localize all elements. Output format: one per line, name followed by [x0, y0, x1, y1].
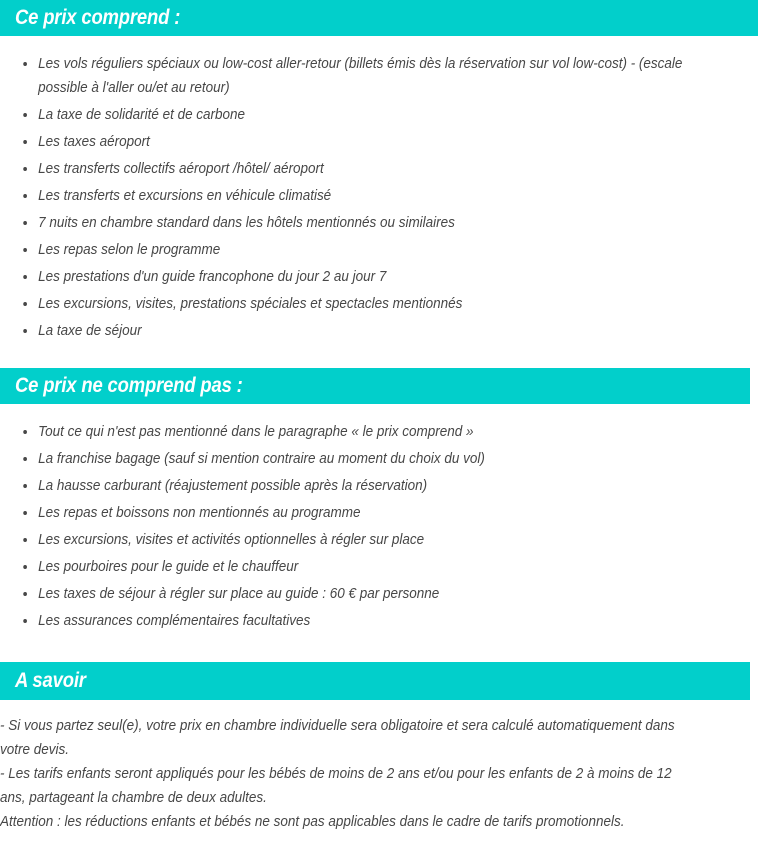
list-item: Tout ce qui n'est pas mentionné dans le paragraphe « le prix comprend » [0, 420, 688, 444]
list-item: Les taxes de séjour à régler sur place au guide : 60 € par personne [0, 582, 688, 606]
list-item: Les taxes aéroport [0, 130, 688, 154]
list-item: La franchise bagage (sauf si mention contraire au moment du choix du vol) [0, 447, 688, 471]
list-item: Les prestations d'un guide francophone du jour 2 au jour 7 [0, 265, 688, 289]
list-item: La taxe de solidarité et de carbone [0, 103, 688, 127]
list-item: Les repas selon le programme [0, 238, 688, 262]
good-to-know-notes [0, 714, 752, 834]
section-header-good-to-know [0, 662, 750, 700]
list-item: Les vols réguliers spéciaux ou low-cost aller-retour (billets émis dès la réservation sur vol low-cost) - (escale possible à l'aller ou/et au retour) [0, 52, 688, 100]
note-paragraph: - Les tarifs enfants seront appliqués pour les bébés de moins de 2 ans et/ou pour les enfants de 2 à moins de 12 ans, partageant la chambre de deux adultes. [0, 766, 672, 806]
list-item: La hausse carburant (réajustement possible après la réservation) [0, 474, 688, 498]
included-items-list [0, 52, 740, 346]
not-included-items-list [0, 420, 740, 636]
list-item: Les excursions, visites, prestations spéciales et spectacles mentionnés [0, 292, 688, 316]
list-item: 7 nuits en chambre standard dans les hôtels mentionnés ou similaires [0, 211, 688, 235]
list-item: Les excursions, visites et activités optionnelles à régler sur place [0, 528, 688, 552]
list-item: Les pourboires pour le guide et le chauffeur [0, 555, 688, 579]
section-header-included-title: Ce prix comprend : [14, 6, 181, 29]
list-item: Les transferts et excursions en véhicule climatisé [0, 184, 688, 208]
list-item: Les transferts collectifs aéroport /hôtel/ aéroport [0, 157, 688, 181]
list-item: Les repas et boissons non mentionnés au programme [0, 501, 688, 525]
section-header-good-to-know-title: A savoir [14, 669, 86, 692]
note-paragraph: - Si vous partez seul(e), votre prix en chambre individuelle sera obligatoire et sera calculé automatiquement dans votre devis. [0, 718, 675, 758]
list-item: Les assurances complémentaires facultatives [0, 609, 688, 633]
section-header-included [0, 0, 758, 36]
list-item: La taxe de séjour [0, 319, 688, 343]
section-header-not-included [0, 368, 750, 404]
section-header-not-included-title: Ce prix ne comprend pas : [14, 374, 243, 397]
note-paragraph: Attention : les réductions enfants et bébés ne sont pas applicables dans le cadre de tarifs promotionnels. [0, 814, 625, 830]
